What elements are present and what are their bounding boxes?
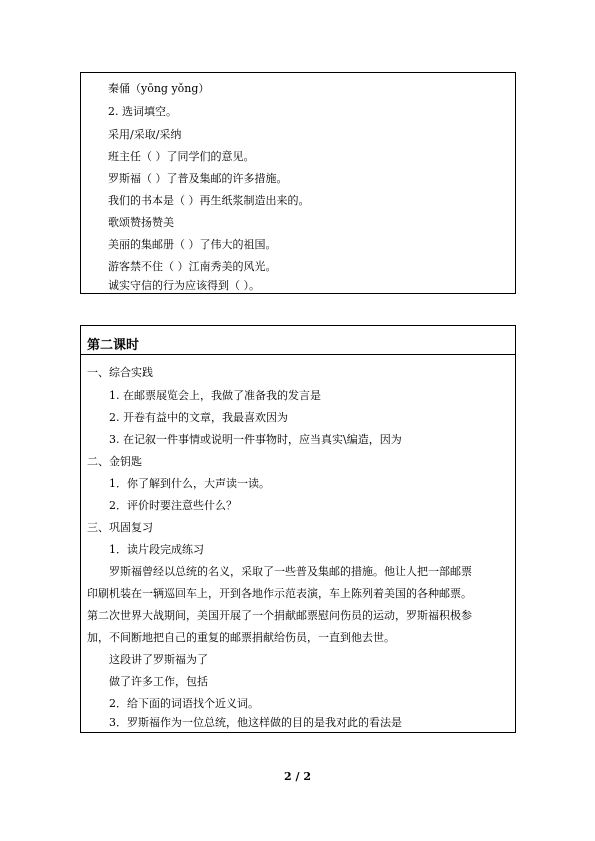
- text-line: 3．罗斯福作为一位总统，他这样做的目的是我对此的看法是: [109, 716, 402, 729]
- divider: [81, 354, 515, 355]
- paragraph-line: 加，不间断地把自己的重复的邮票捐献给伤员，一直到他去世。: [87, 631, 395, 644]
- section-heading: 二、金钥匙: [87, 455, 142, 468]
- text-line: 2. 选词填空。: [108, 105, 177, 118]
- text-line: 1. 在邮票展览会上，我做了准备我的发言是: [109, 389, 321, 402]
- text-line: 罗斯福（ ）了普及集邮的许多措施。: [108, 172, 288, 185]
- text-line: 秦俑（yōng yǒng）: [108, 82, 210, 95]
- text-line: 这段讲了罗斯福为了: [109, 653, 208, 666]
- text-line: 歌颂赞扬赞美: [108, 216, 174, 229]
- text-line: 2．评价时要注意些什么？: [109, 499, 237, 512]
- text-line: 美丽的集邮册（ ）了伟大的祖国。: [108, 238, 277, 251]
- section-title: 第二课时: [87, 338, 140, 353]
- exercise-box-1: [80, 72, 516, 294]
- section-heading: 三、巩固复习: [87, 521, 153, 534]
- paragraph-line: 印刷机装在一辆巡回车上，开到各地作示范表演，车上陈列着美国的各种邮票。: [87, 587, 472, 600]
- text-line: 1．读片段完成练习: [109, 543, 204, 556]
- text-line: 3. 在记叙一件事情或说明一件事物时，应当真实\编造，因为: [109, 433, 402, 446]
- page-number: 2 / 2: [284, 770, 311, 783]
- text-line: 班主任（ ）了同学们的意见。: [108, 150, 255, 163]
- text-line: 游客禁不住（ ）江南秀美的风光。: [108, 260, 277, 273]
- paragraph-line: 罗斯福曾经以总统的名义，采取了一些普及集邮的措施。他让人把一部邮票: [109, 565, 472, 578]
- exercise-box-2: [80, 325, 516, 733]
- text-line: 诚实守信的行为应该得到（ ）。: [108, 279, 260, 292]
- text-line: 采用/采取/采纳: [108, 128, 182, 141]
- text-line: 2. 开卷有益中的文章，我最喜欢因为: [109, 411, 288, 424]
- text-line: 2．给下面的词语找个近义词。: [109, 697, 259, 710]
- section-heading: 一、综合实践: [87, 366, 153, 379]
- text-line: 我们的书本是（ ）再生纸浆制造出来的。: [108, 194, 310, 207]
- text-line: 做了许多工作，包括: [109, 675, 208, 688]
- paragraph-line: 第二次世界大战期间，美国开展了一个捐献邮票慰问伤员的运动，罗斯福积极参: [87, 609, 472, 622]
- text-line: 1．你了解到什么，大声读一读。: [109, 477, 270, 490]
